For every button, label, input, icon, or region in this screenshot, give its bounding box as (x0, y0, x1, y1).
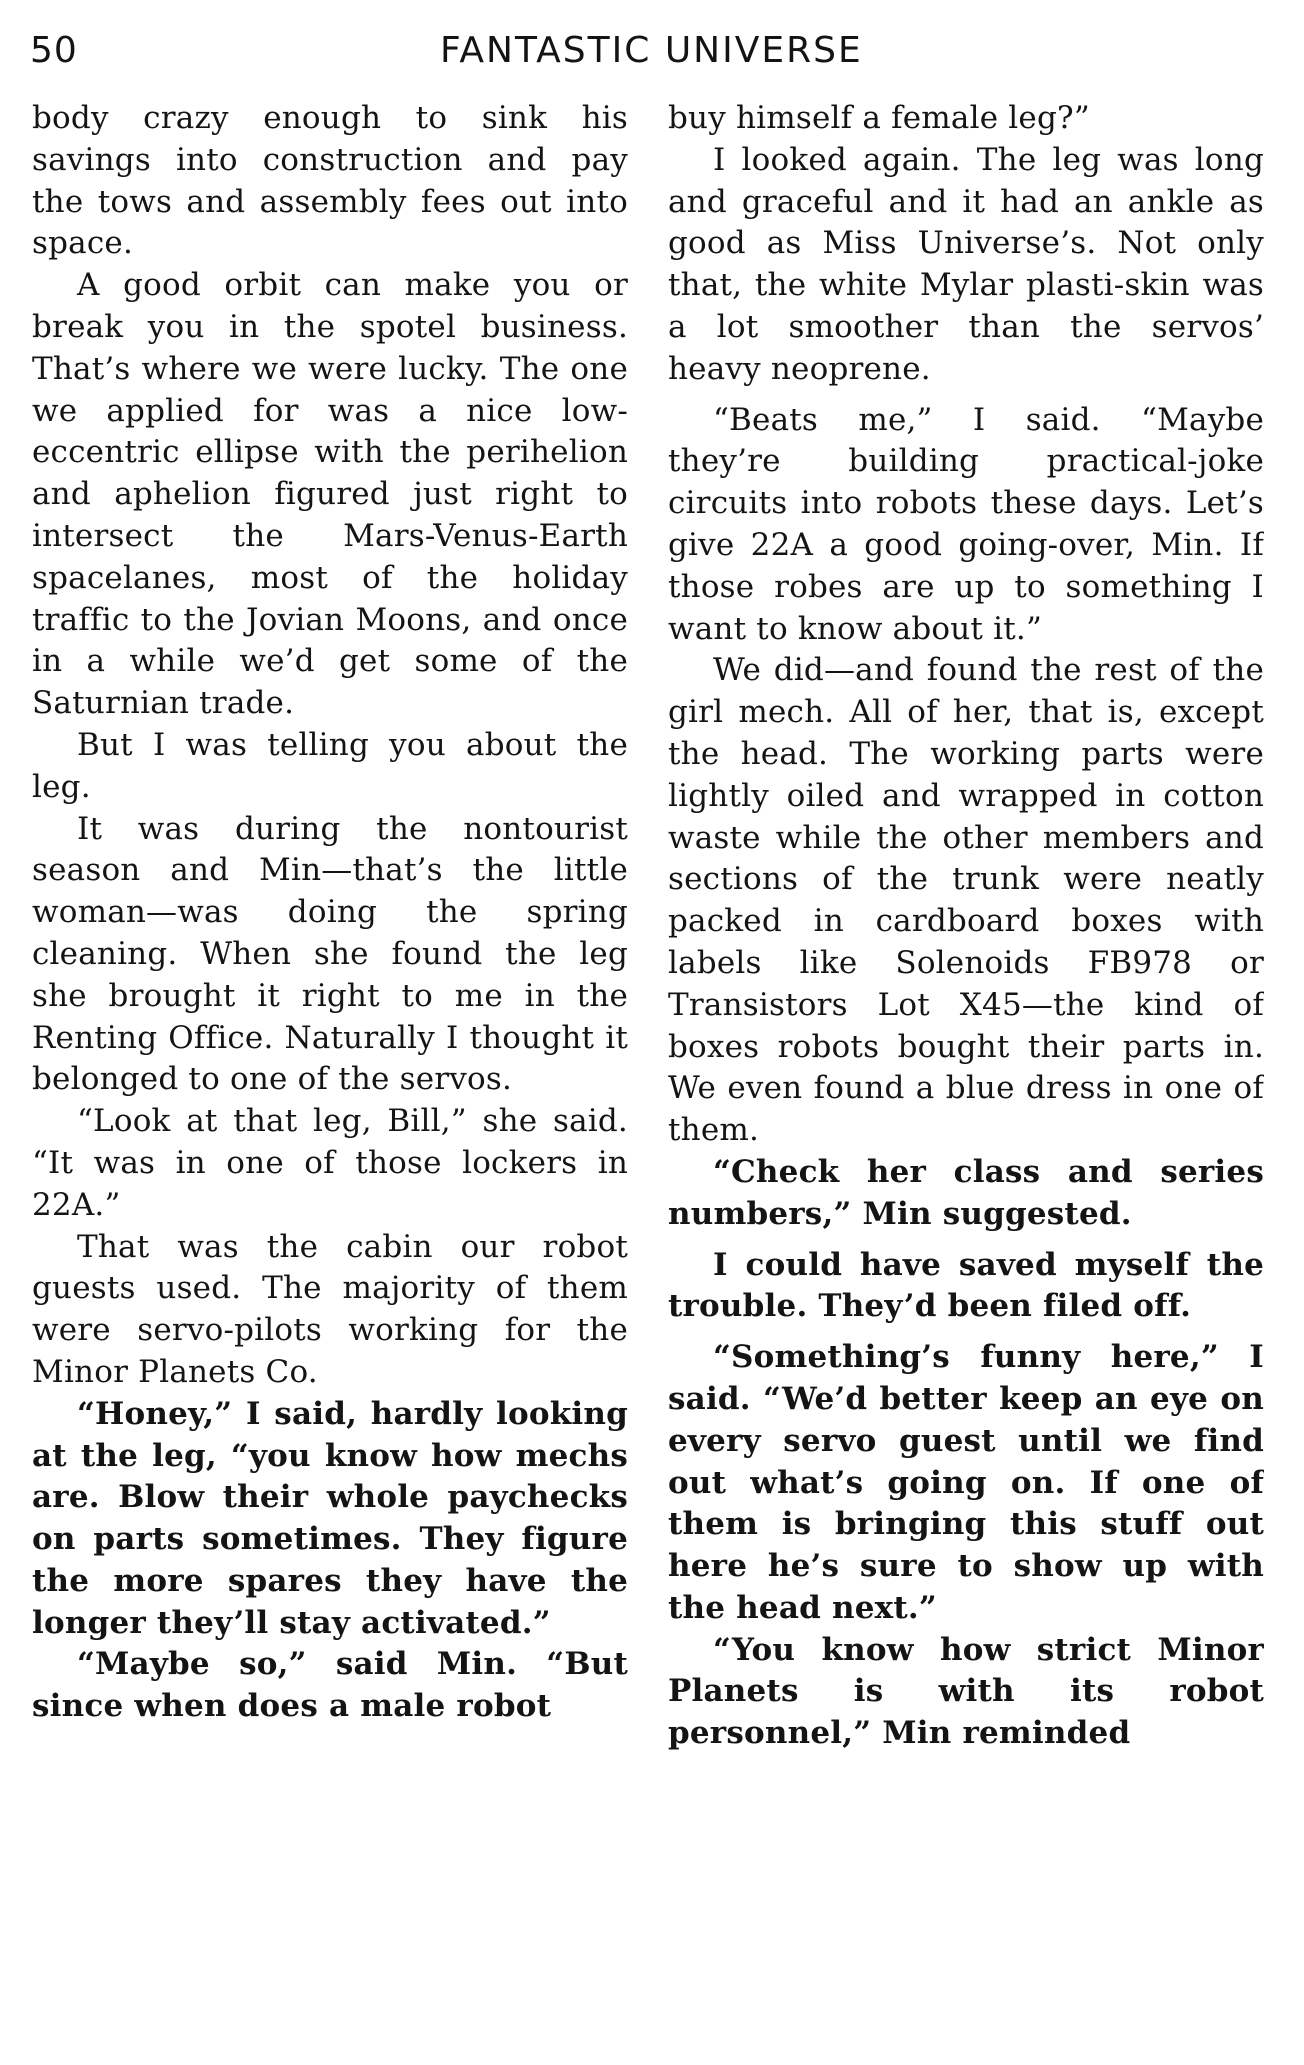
page-number: 50 (30, 30, 78, 71)
left-text-column (32, 98, 628, 2028)
paragraph: I looked again. The leg was long and graceful and it had an ankle as good as Miss Universe’s. Not only that, the white Mylar plasti-skin was a lot smoother than the servos’ heavy neoprene. (668, 141, 1264, 387)
paragraph: buy himself a female leg?” (668, 100, 1090, 136)
paragraph: “Look at that leg, Bill,” she said. “It was in one of those lockers in 22A.” (32, 1103, 628, 1223)
paragraph: We did—and found the rest of the girl mech. All of her, that is, except the head. The working parts were lightly oiled and wrapped in cotton waste while the other members and sections of the trunk were neatly packed in cardboard boxes with labels like Solenoids FB978 or Transistors Lot X45—the kind of boxes robots bought their parts in. We even found a blue dress in one of them. (668, 652, 1264, 1149)
paragraph: “Check her class and series numbers,” Min suggested. (668, 1153, 1264, 1232)
paragraph: That was the cabin our robot guests used. The majority of them were servo-pilots working for the Minor Planets Co. (32, 1228, 628, 1390)
paragraph: But I was telling you about the leg. (32, 726, 628, 805)
paragraph: “Honey,” I said, hardly looking at the leg, “you know how mechs are. Blow their whole paychecks on parts sometimes. They figure the more spares they have the longer they’ll stay activated.” (32, 1395, 628, 1641)
right-text-column (668, 98, 1264, 2028)
paragraph: “Maybe so,” said Min. “But since when does a male robot (32, 1646, 628, 1725)
page-header (30, 30, 1270, 90)
running-head-title: FANTASTIC UNIVERSE (440, 30, 863, 71)
paragraph: “Something’s funny here,” I said. “We’d better keep an eye on every servo guest until we find out what’s going on. If one of them is bringing this stuff out here he’s sure to show up with the head next.” (668, 1339, 1264, 1626)
paragraph: “Beats me,” I said. “Maybe they’re building practical-joke circuits into robots these days. Let’s give 22A a good going-over, Min. If those robes are up to something I want to know about it.” (668, 401, 1264, 647)
paragraph: I could have saved myself the trouble. They’d been filed off. (668, 1246, 1264, 1325)
paragraph: body crazy enough to sink his savings into construction and pay the tows and assembly fees out into space. (32, 100, 628, 262)
paragraph: It was during the nontourist season and Min—that’s the little woman—was doing the spring cleaning. When she found the leg she brought it right to me in the Renting Office. Naturally I thought it belonged to one of the servos. (32, 810, 628, 1098)
paragraph: A good orbit can make you or break you in the spotel business. That’s where we were lucky. The one we applied for was a nice low-eccentric ellipse with the perihelion and aphelion figured just right to intersect the Mars-Venus-Earth spacelanes, most of the holiday traffic to the Jovian Moons, and once in a while we’d get some of the Saturnian trade. (32, 267, 628, 722)
paragraph: “You know how strict Minor Planets is with its robot personnel,” Min reminded (668, 1631, 1264, 1752)
